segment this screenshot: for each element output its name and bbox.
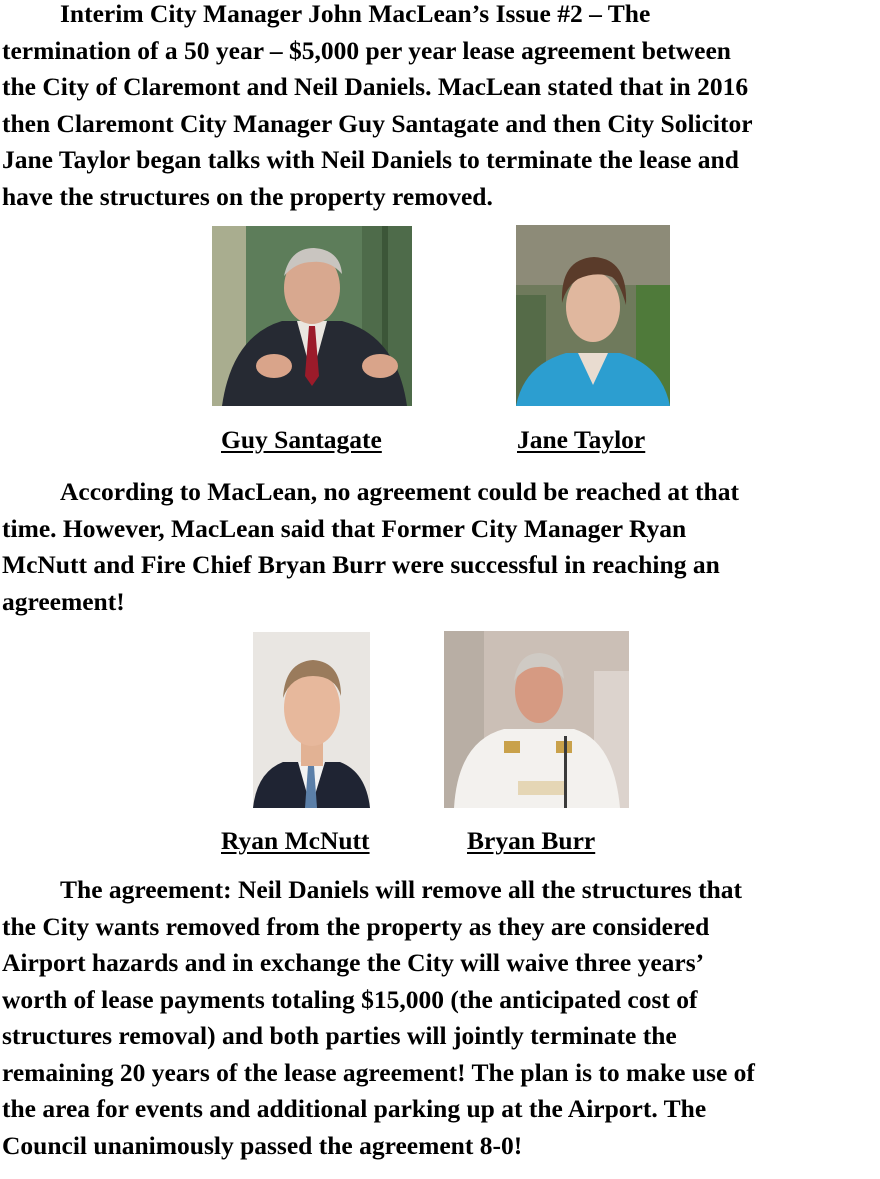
paragraph-line: have the structures on the property removed. <box>2 181 493 211</box>
paragraph-line: termination of a 50 year – $5,000 per year lease agreement between <box>2 35 731 65</box>
santagate-photo <box>212 226 412 406</box>
santagate-caption: Guy Santagate <box>221 425 382 454</box>
burr-photo <box>444 631 629 808</box>
paragraph-line: Jane Taylor began talks with Neil Daniels to terminate the lease and <box>2 145 739 174</box>
paragraph-line: the area for events and additional parking up at the Airport. The <box>2 1094 707 1123</box>
paragraph-line: Interim City Manager John MacLean’s Issue #2 – The <box>60 0 651 28</box>
taylor-photo <box>516 225 670 406</box>
paragraph-line: time. However, MacLean said that Former City Manager Ryan <box>2 513 687 543</box>
burr-caption: Bryan Burr <box>467 826 596 855</box>
paragraph-line: McNutt and Fire Chief Bryan Burr were successful in reaching an <box>2 550 720 579</box>
paragraph-line: Council unanimously passed the agreement 8-0! <box>2 1130 523 1160</box>
paragraph-line: Airport hazards and in exchange the City will waive three years’ <box>2 948 705 977</box>
paragraph-line: The agreement: Neil Daniels will remove all the structures that <box>60 875 743 904</box>
paragraph-line: the City wants removed from the property as they are considered <box>2 911 710 941</box>
mcnutt-photo <box>253 632 370 808</box>
paragraph-agreement <box>2 872 880 1164</box>
paragraph-line: structures removal) and both parties will jointly terminate the <box>2 1021 677 1050</box>
paragraph-line: the City of Claremont and Neil Daniels. MacLean stated that in 2016 <box>2 72 749 101</box>
taylor-caption: Jane Taylor <box>517 425 646 454</box>
paragraph-line: agreement! <box>2 586 125 616</box>
paragraph-issue-2 <box>2 0 880 215</box>
mcnutt-caption: Ryan McNutt <box>221 826 370 855</box>
paragraph-line: worth of lease payments totaling $15,000 (the anticipated cost of <box>2 984 698 1014</box>
paragraph-line: then Claremont City Manager Guy Santagate and then City Solicitor <box>2 108 753 138</box>
paragraph-line: remaining 20 years of the lease agreement! The plan is to make use of <box>2 1057 755 1087</box>
paragraph-according <box>2 474 880 620</box>
paragraph-line: According to MacLean, no agreement could be reached at that <box>60 477 739 506</box>
